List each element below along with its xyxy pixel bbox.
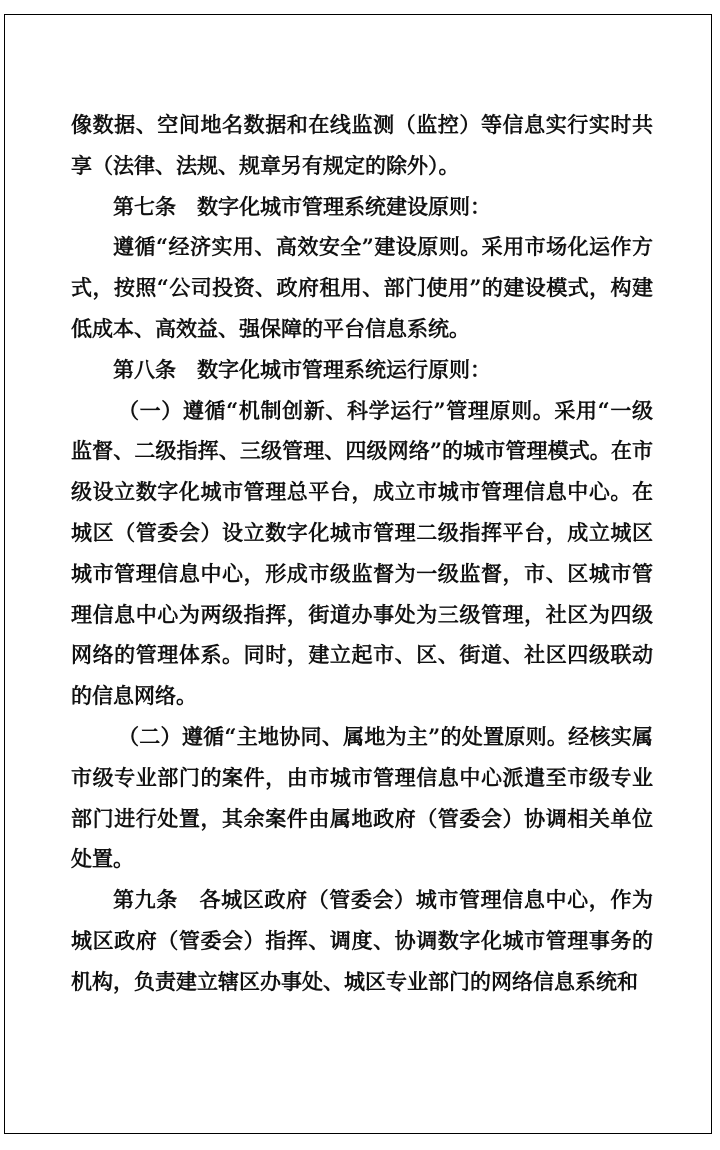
article-7-body: 遵循“经济实用、高效安全”建设原则。采用市场化运作方式，按照“公司投资、政府租用、部门使用”的建设模式，构建低成本、高效益、强保障的平台信息系统。 — [71, 234, 653, 341]
paragraph-continuation: 像数据、空间地名数据和在线监测（监控）等信息实行实时共享（法律、法规、规章另有规定的除外）。 — [71, 112, 653, 178]
article-7-heading: 第七条 数字化城市管理系统建设原则： — [113, 193, 491, 219]
article-8-heading: 第八条 数字化城市管理系统运行原则： — [113, 356, 491, 382]
article-8-item-1: （一）遵循“机制创新、科学运行”管理原则。采用“一级监督、二级指挥、三级管理、四级网络”的城市管理模式。在市级设立数字化城市管理总平台，成立市城市管理信息中心。在城区（管委会）设立数字化城市管理二级指挥平台，成立城区城市管理信息中心，形成市级监督为一级监督，市、区城市管理信息中心为两级指挥，街道办事处为三级管理，社区为四级网络的管理体系。同时，建立起市、区、街道、社区四级联动的信息网络。 — [71, 397, 653, 709]
page-frame — [4, 14, 712, 1134]
document-body — [71, 105, 653, 1003]
article-9-body: 第九条 各城区政府（管委会）城市管理信息中心，作为城区政府（管委会）指挥、调度、协调数字化城市管理事务的机构，负责建立辖区办事处、城区专业部门的网络信息系统和 — [71, 887, 653, 994]
article-8-item-2: （二）遵循“主地协同、属地为主”的处置原则。经核实属市级专业部门的案件，由市城市管理信息中心派遣至市级专业部门进行处置，其余案件由属地政府（管委会）协调相关单位处置。 — [71, 723, 653, 872]
